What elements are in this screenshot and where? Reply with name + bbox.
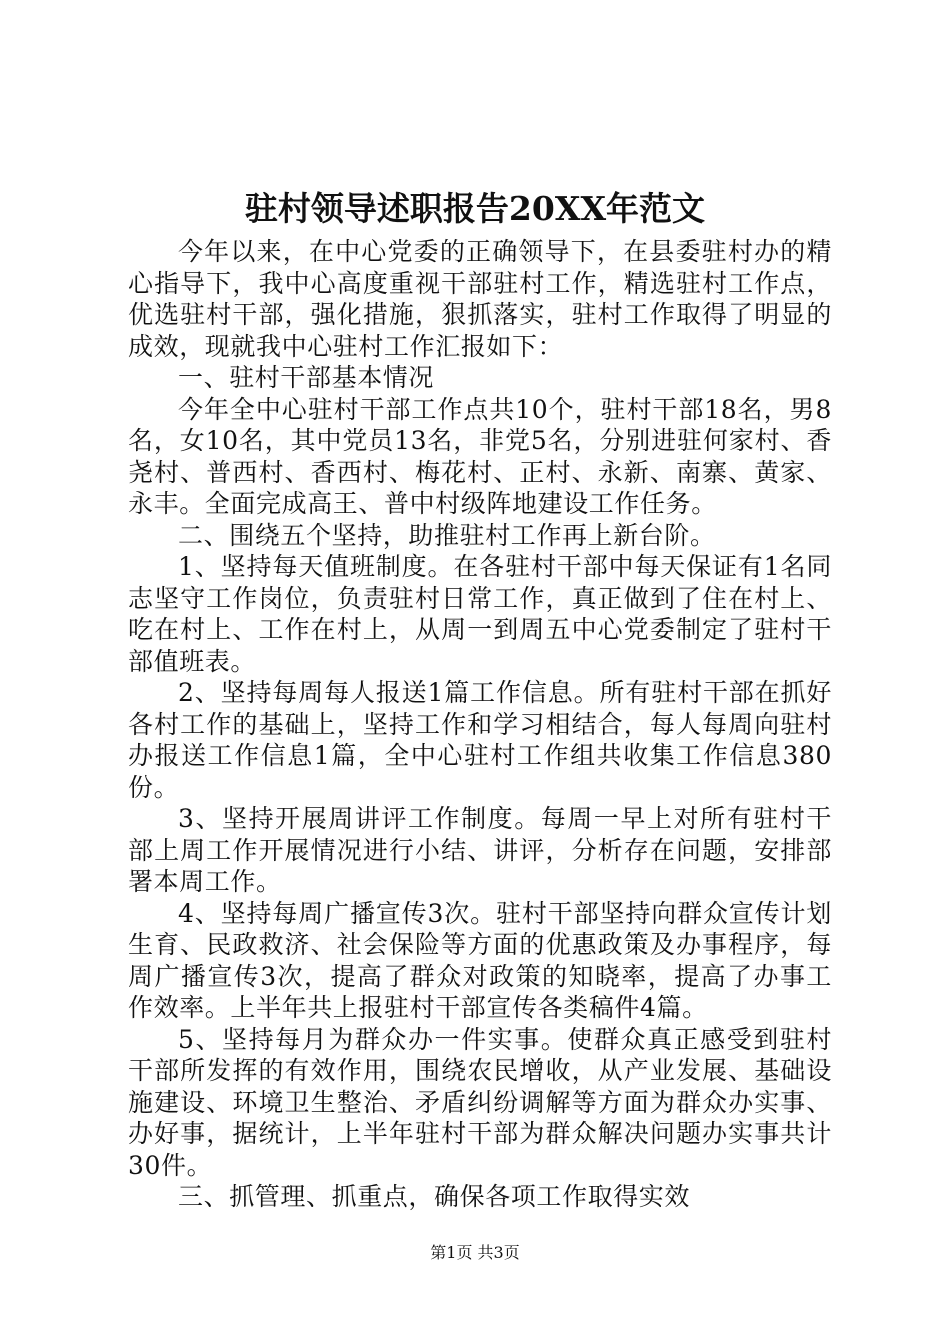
paragraph-item-5: 5、坚持每月为群众办一件实事。使群众真正感受到驻村干部所发挥的有效作用，围绕农民增收，从产业发展、基础设施建设、环境卫生整治、矛盾纠纷调解等方面为群众办实事、办好事，据统计，上半年驻村干部为群众解决问题办实事共计30件。 — [128, 1024, 832, 1180]
paragraph-item-2: 2、坚持每周每人报送1篇工作信息。所有驻村干部在抓好各村工作的基础上，坚持工作和学习相结合，每人每周向驻村办报送工作信息1篇，全中心驻村工作组共收集工作信息380份。 — [128, 678, 832, 802]
section-heading-1: 一、驻村干部基本情况 — [178, 363, 435, 392]
document-body — [128, 236, 832, 1213]
paragraph-item-3: 3、坚持开展周讲评工作制度。每周一早上对所有驻村干部上周工作开展情况进行小结、讲评，分析存在问题，安排部署本周工作。 — [128, 804, 832, 896]
paragraph-basic-info: 今年全中心驻村干部工作点共10个，驻村干部18名，男8名，女10名，其中党员13名，非党5名，分别进驻何家村、香尧村、普西村、香西村、梅花村、正村、永新、南寨、黄家、永丰。全面完成高王、普中村级阵地建设工作任务。 — [128, 394, 832, 518]
page-number-footer: 第1页 共3页 — [430, 1243, 520, 1262]
paragraph-item-1: 1、坚持每天值班制度。在各驻村干部中每天保证有1名同志坚守工作岗位，负责驻村日常工作，真正做到了住在村上、吃在村上、工作在村上，从周一到周五中心党委制定了驻村干部值班表。 — [128, 552, 832, 676]
document-title: 驻村领导述职报告20XX年范文 — [244, 189, 706, 228]
paragraph-item-4: 4、坚持每周广播宣传3次。驻村干部坚持向群众宣传计划生育、民政救济、社会保险等方面的优惠政策及办事程序，每周广播宣传3次，提高了群众对政策的知晓率，提高了办事工作效率。上半年共上报驻村干部宣传各类稿件4篇。 — [128, 898, 832, 1022]
paragraph-intro: 今年以来，在中心党委的正确领导下，在县委驻村办的精心指导下，我中心高度重视干部驻村工作，精选驻村工作点，优选驻村干部，强化措施，狠抓落实，驻村工作取得了明显的成效，现就我中心驻村工作汇报如下： — [128, 237, 832, 361]
section-heading-2: 二、围绕五个坚持，助推驻村工作再上新台阶。 — [178, 520, 716, 550]
section-heading-3: 三、抓管理、抓重点，确保各项工作取得实效 — [178, 1182, 691, 1211]
